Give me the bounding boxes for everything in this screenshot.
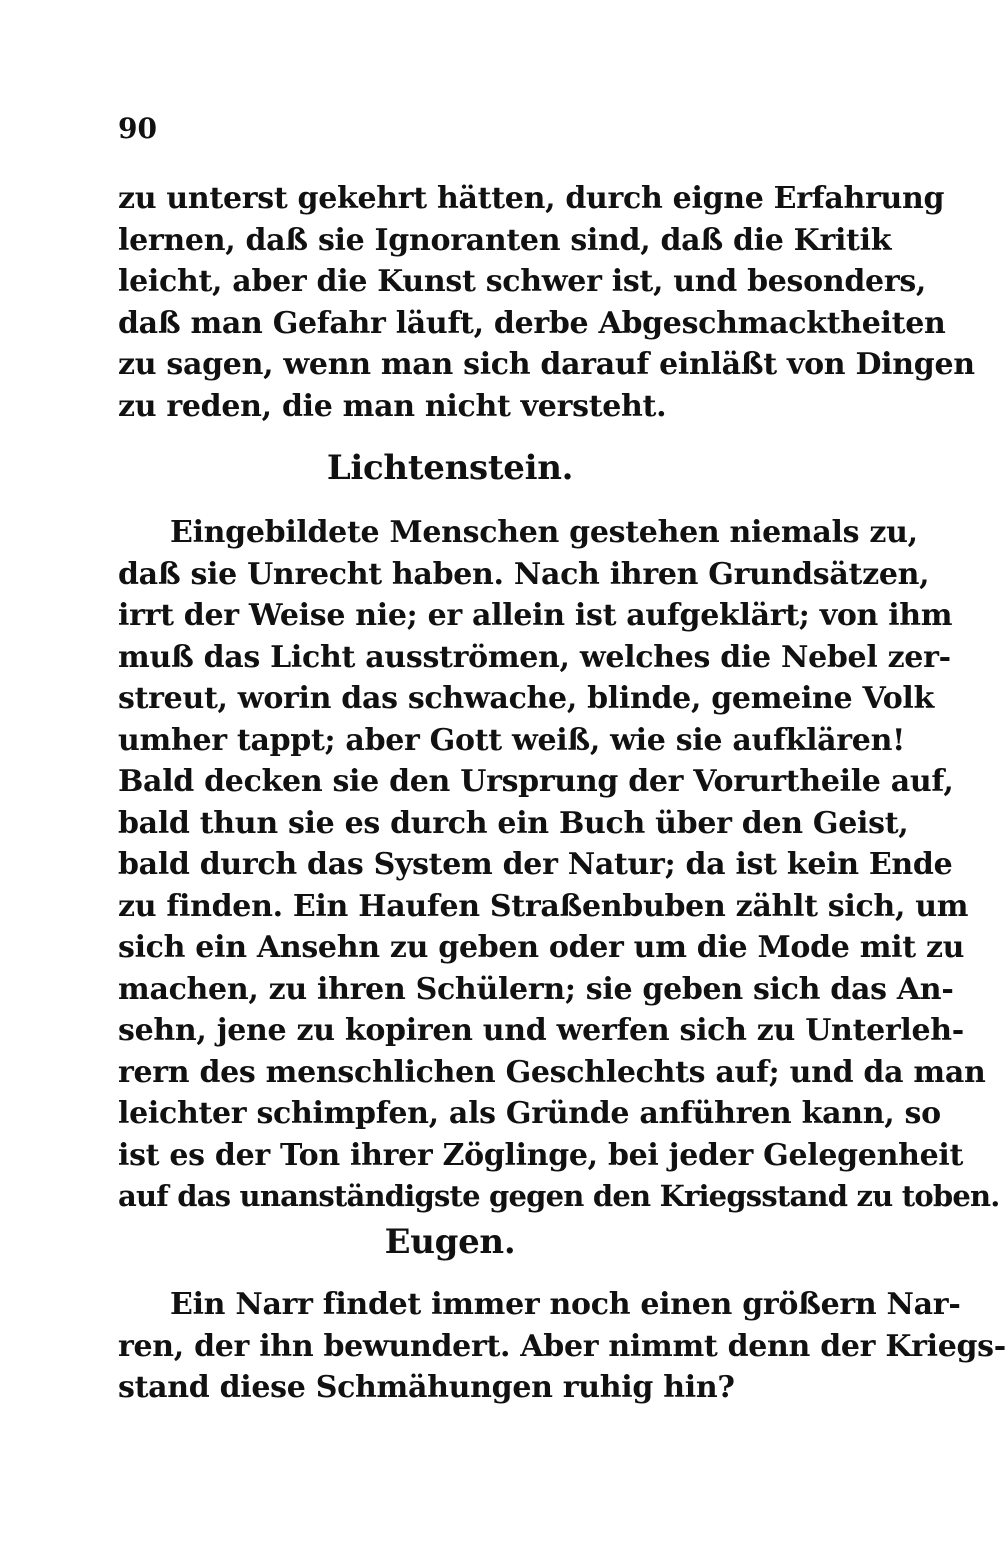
- text-line: auf das unanständigste gegen den Kriegsstand zu toben.: [118, 1179, 1000, 1213]
- text-line: zu unterst gekehrt hätten, durch eigne Erfahrung: [118, 181, 945, 216]
- text-line: machen, zu ihren Schülern; sie geben sich das An-: [118, 971, 954, 1007]
- text-line: umher tappt; aber Gott weiß, wie sie aufklären!: [118, 722, 905, 758]
- text-line: zu finden. Ein Haufen Straßenbuben zählt sich, um: [118, 888, 969, 924]
- text-line: Eingebildete Menschen gestehen niemals zu,: [170, 515, 918, 550]
- text-line: muß das Licht ausströmen, welches die Nebel zer-: [118, 639, 951, 675]
- text-line: sehn, jene zu kopiren und werfen sich zu Unterleh-: [118, 1013, 964, 1048]
- text-line: sich ein Ansehn zu geben oder um die Mode mit zu: [118, 930, 965, 965]
- paragraph-eugen: [118, 1284, 1006, 1409]
- text-line: ist es der Ton ihrer Zöglinge, bei jeder Gelegenheit: [118, 1137, 964, 1173]
- text-line: zu sagen, wenn man sich darauf einläßt von Dingen: [118, 347, 975, 382]
- text-line: stand diese Schmähungen ruhig hin?: [118, 1370, 735, 1405]
- text-line: leicht, aber die Kunst schwer ist, und besonders,: [118, 264, 927, 299]
- text-line: Ein Narr findet immer noch einen größern Nar-: [170, 1287, 961, 1322]
- text-line: zu reden, die man nicht versteht.: [118, 388, 667, 424]
- text-line: Bald decken sie den Ursprung der Vorurtheile auf,: [118, 764, 954, 799]
- text-line: daß sie Unrecht haben. Nach ihren Grundsätzen,: [118, 556, 930, 592]
- text-line: leichter schimpfen, als Gründe anführen kann, so: [118, 1096, 941, 1131]
- text-line: bald thun sie es durch ein Buch über den Geist,: [118, 805, 909, 841]
- paragraph-continuation: [118, 178, 975, 427]
- section-heading-eugen: Eugen.: [384, 1222, 516, 1262]
- text-line: ren, der ihn bewundert. Aber nimmt denn der Kriegs-: [118, 1328, 1006, 1364]
- text-line: bald durch das System der Natur; da ist kein Ende: [118, 847, 953, 882]
- page-number: 90: [118, 112, 157, 145]
- text-line: daß man Gefahr läuft, derbe Abgeschmacktheiten: [118, 305, 946, 341]
- paragraph-lichtenstein: [118, 512, 1000, 1218]
- section-heading-lichtenstein: Lichtenstein.: [326, 448, 574, 488]
- text-line: irrt der Weise nie; er allein ist aufgeklärt; von ihm: [118, 598, 953, 633]
- text-line: lernen, daß sie Ignoranten sind, daß die Kritik: [118, 222, 892, 258]
- text-line: streut, worin das schwache, blinde, gemeine Volk: [118, 681, 935, 716]
- text-line: rern des menschlichen Geschlechts auf; und da man: [118, 1054, 986, 1090]
